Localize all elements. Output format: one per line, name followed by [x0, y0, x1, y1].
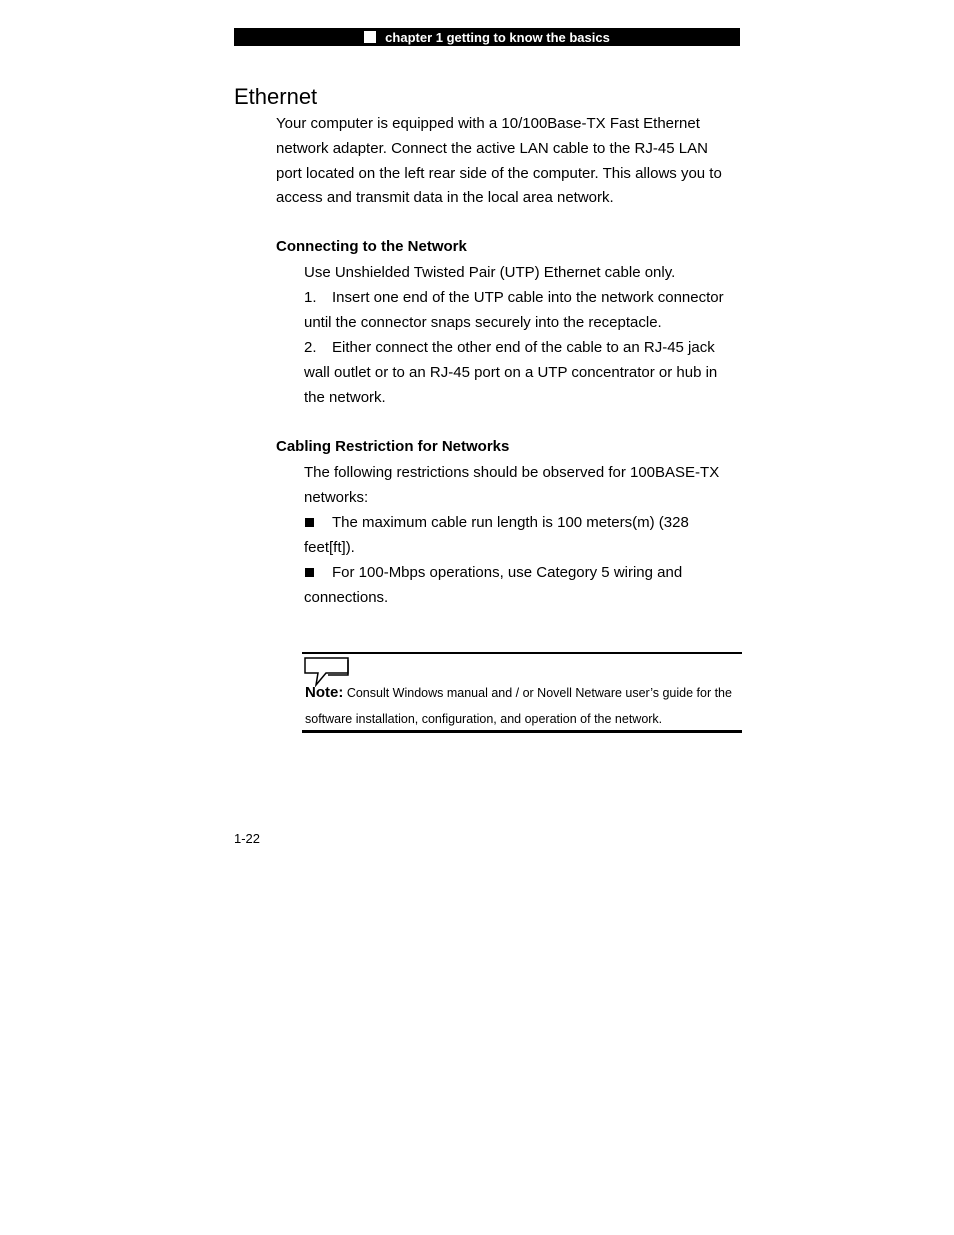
- speech-bubble-icon: [304, 657, 350, 687]
- step-number: 2.: [304, 339, 317, 356]
- step-2: [304, 335, 749, 360]
- intro-line: network adapter. Connect the active LAN cable to the RJ-45 LAN: [276, 139, 708, 157]
- note-body: Consult Windows manual and / or Novell Netware user’s guide for the: [346, 686, 732, 700]
- note-text: [305, 684, 732, 701]
- connecting-lead: Use Unshielded Twisted Pair (UTP) Ethernet cable only.: [304, 264, 676, 281]
- intro-paragraph: [276, 112, 746, 211]
- intro-line: Your computer is equipped with a 10/100Base-TX Fast Ethernet: [276, 115, 700, 132]
- bullet-item-continued: connections.: [304, 589, 389, 606]
- cabling-body: [304, 460, 749, 610]
- chapter-header-bar: [234, 28, 740, 46]
- chapter-title: chapter 1 getting to know the basics: [385, 29, 610, 45]
- step-text: Either connect the other end of the cable to an RJ-45 jack: [332, 339, 715, 356]
- bullet-text: For 100-Mbps operations, use Category 5 wiring and: [332, 564, 683, 581]
- intro-line: access and transmit data in the local area network.: [276, 189, 614, 207]
- note-text-continued: software installation, configuration, and operation of the network.: [305, 712, 663, 726]
- bullet-item: [304, 560, 749, 585]
- bullet-text: The maximum cable run length is 100 meters(m) (328: [332, 514, 689, 531]
- step-2-continued: the network.: [304, 389, 386, 406]
- intro-line: port located on the left rear side of the computer. This allows you to: [276, 164, 722, 182]
- connecting-heading: Connecting to the Network: [276, 238, 467, 255]
- page-number: 1-22: [234, 831, 261, 846]
- step-text: Insert one end of the UTP cable into the network connector: [332, 289, 724, 306]
- section-title: Ethernet: [234, 84, 318, 109]
- connecting-body: [304, 260, 749, 410]
- note-box: [302, 652, 742, 733]
- square-bullet-icon: [364, 31, 376, 43]
- bullet-item: [304, 510, 749, 535]
- cabling-lead: The following restrictions should be observed for 100BASE-TX: [304, 464, 720, 481]
- step-number: 1.: [304, 289, 317, 306]
- cabling-lead-continued: networks:: [304, 489, 369, 506]
- step-1: [304, 285, 749, 310]
- step-1-continued: until the connector snaps securely into the receptacle.: [304, 314, 662, 331]
- step-2-continued: wall outlet or to an RJ-45 port on a UTP concentrator or hub in: [304, 364, 718, 381]
- cabling-heading: Cabling Restriction for Networks: [276, 438, 510, 455]
- bullet-item-continued: feet[ft]).: [304, 539, 355, 556]
- note-label: Note:: [305, 684, 344, 701]
